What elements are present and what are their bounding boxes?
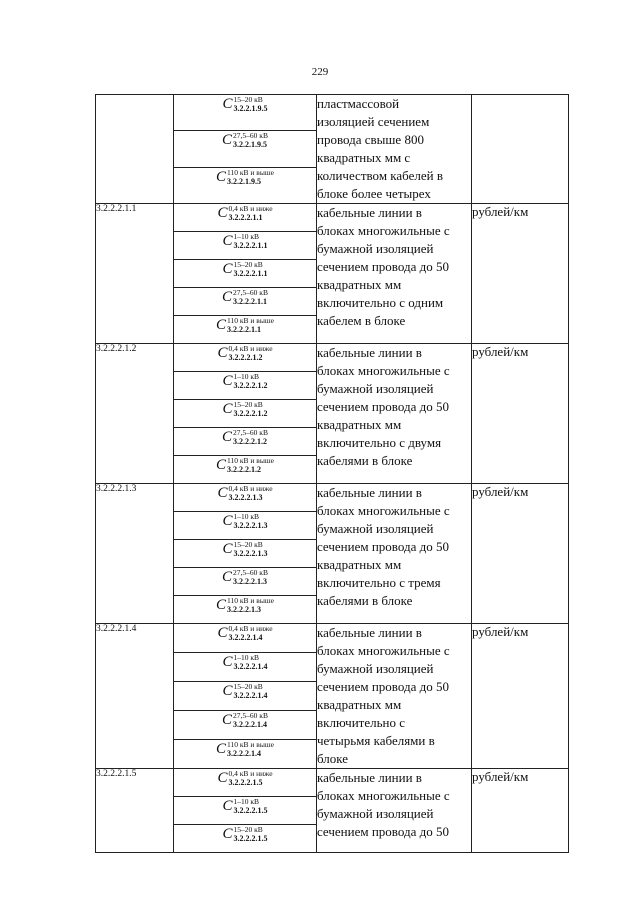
description-line: бумажной изоляцией bbox=[317, 661, 434, 676]
voltage-class: 27,5–60 кВ bbox=[233, 711, 268, 720]
description-line: бумажной изоляцией bbox=[317, 241, 434, 256]
symbol-index: 3.2.2.2.1.3 bbox=[228, 493, 263, 502]
symbol-letter: C bbox=[216, 168, 227, 185]
symbol-letter: C bbox=[222, 401, 233, 417]
cost-symbol bbox=[217, 770, 272, 787]
cost-symbol bbox=[222, 798, 267, 815]
symbol-letter: C bbox=[222, 132, 233, 149]
cost-symbol bbox=[216, 317, 274, 334]
symbol-index: 3.2.2.2.1.5 bbox=[228, 778, 263, 787]
symbol-letter: C bbox=[217, 625, 228, 641]
section-code bbox=[96, 95, 174, 204]
table-row bbox=[96, 484, 569, 512]
description-line: четырьмя кабелями в bbox=[317, 733, 435, 748]
symbol-index: 3.2.2.2.1.5 bbox=[233, 806, 268, 815]
description-line: квадратных мм bbox=[317, 277, 402, 292]
symbol-letter: C bbox=[217, 485, 228, 501]
section-description bbox=[317, 769, 472, 853]
voltage-class: 27,5–60 кВ bbox=[233, 288, 268, 297]
cost-symbol-cell bbox=[174, 232, 317, 260]
description-line: блоках многожильные с bbox=[317, 503, 450, 518]
symbol-letter: C bbox=[216, 317, 227, 333]
symbol-letter: C bbox=[217, 770, 228, 786]
cost-symbol bbox=[222, 541, 267, 558]
voltage-class: 1–10 кВ bbox=[233, 797, 260, 806]
description-line: квадратных мм bbox=[317, 557, 402, 572]
cost-symbol bbox=[217, 485, 272, 502]
voltage-class: 1–10 кВ bbox=[233, 232, 260, 241]
symbol-index: 3.2.2.2.1.1 bbox=[233, 269, 268, 278]
cost-symbol bbox=[222, 683, 267, 700]
symbol-letter: C bbox=[222, 683, 233, 699]
cost-symbol-cell bbox=[174, 711, 317, 740]
voltage-class: 110 кВ и выше bbox=[227, 456, 274, 465]
cost-symbol bbox=[216, 597, 274, 614]
cost-symbol-cell bbox=[174, 682, 317, 711]
voltage-class: 1–10 кВ bbox=[233, 372, 260, 381]
section-code: 3.2.2.2.1.1 bbox=[96, 204, 174, 344]
cost-symbol-cell bbox=[174, 624, 317, 653]
cost-symbol bbox=[222, 513, 267, 530]
symbol-letter: C bbox=[222, 798, 233, 814]
section-description bbox=[317, 95, 472, 204]
description-line: сечением провода до 50 bbox=[317, 259, 449, 274]
description-line: блоках многожильные с bbox=[317, 223, 450, 238]
description-line: бумажной изоляцией bbox=[317, 806, 434, 821]
cost-symbol-cell bbox=[174, 769, 317, 797]
voltage-class: 0,4 кВ и ниже bbox=[228, 204, 273, 213]
symbol-index: 3.2.2.2.1.1 bbox=[228, 213, 263, 222]
section-code: 3.2.2.2.1.5 bbox=[96, 769, 174, 853]
voltage-class: 15–20 кВ bbox=[233, 540, 263, 549]
voltage-class: 1–10 кВ bbox=[233, 512, 260, 521]
voltage-class: 15–20 кВ bbox=[233, 260, 263, 269]
voltage-class: 27,5–60 кВ bbox=[233, 428, 268, 437]
symbol-index: 3.2.2.2.1.1 bbox=[233, 241, 268, 250]
description-line: сечением провода до 50 bbox=[317, 539, 449, 554]
cost-symbol-cell bbox=[174, 568, 317, 596]
description-line: кабелями в блоке bbox=[317, 453, 413, 468]
symbol-index: 3.2.2.1.9.5 bbox=[233, 140, 268, 150]
description-line: включительно с двумя bbox=[317, 435, 442, 450]
cost-symbol bbox=[222, 401, 267, 418]
description-line: квадратных мм с bbox=[317, 150, 411, 165]
symbol-letter: C bbox=[216, 597, 227, 613]
symbol-index: 3.2.2.2.1.2 bbox=[233, 437, 268, 446]
description-line: кабелями в блоке bbox=[317, 593, 413, 608]
description-line: блоке bbox=[317, 751, 349, 766]
cost-symbol-cell bbox=[174, 316, 317, 344]
cost-symbol-cell bbox=[174, 131, 317, 167]
symbol-letter: C bbox=[222, 712, 233, 728]
description-line: кабельные линии в bbox=[317, 625, 422, 640]
symbol-letter: C bbox=[222, 289, 233, 305]
cost-symbol bbox=[222, 289, 268, 306]
voltage-class: 0,4 кВ и ниже bbox=[228, 344, 273, 353]
table-row bbox=[96, 204, 569, 232]
symbol-index: 3.2.2.2.1.3 bbox=[233, 577, 268, 586]
description-line: кабельные линии в bbox=[317, 345, 422, 360]
symbol-index: 3.2.2.2.1.4 bbox=[227, 749, 262, 758]
symbol-index: 3.2.2.2.1.2 bbox=[227, 465, 262, 474]
symbol-index: 3.2.2.2.1.1 bbox=[227, 325, 262, 334]
description-line: количеством кабелей в bbox=[317, 168, 443, 183]
cost-symbol bbox=[222, 826, 267, 843]
symbol-letter: C bbox=[222, 654, 233, 670]
cost-symbol-cell bbox=[174, 260, 317, 288]
table-body bbox=[96, 95, 569, 853]
section-unit: рублей/км bbox=[472, 769, 569, 853]
symbol-letter: C bbox=[222, 96, 233, 112]
section-description bbox=[317, 624, 472, 769]
description-line: сечением провода до 50 bbox=[317, 399, 449, 414]
section-unit bbox=[472, 95, 569, 204]
cost-symbol-cell bbox=[174, 653, 317, 682]
cost-symbol bbox=[216, 741, 274, 758]
symbol-index: 3.2.2.2.1.4 bbox=[233, 720, 268, 729]
voltage-class: 15–20 кВ bbox=[233, 95, 263, 104]
description-line: бумажной изоляцией bbox=[317, 381, 434, 396]
cost-symbol bbox=[217, 205, 272, 222]
table-row bbox=[96, 95, 569, 131]
description-line: сечением провода до 50 bbox=[317, 679, 449, 694]
symbol-letter: C bbox=[222, 541, 233, 557]
voltage-class: 110 кВ и выше bbox=[227, 596, 274, 605]
cost-symbol bbox=[216, 457, 274, 474]
cost-symbol-cell bbox=[174, 428, 317, 456]
description-line: включительно с одним bbox=[317, 295, 444, 310]
cost-symbol-cell bbox=[174, 344, 317, 372]
section-description bbox=[317, 344, 472, 484]
description-line: блоках многожильные с bbox=[317, 643, 450, 658]
cost-symbol-cell bbox=[174, 400, 317, 428]
cost-symbol-cell bbox=[174, 204, 317, 232]
voltage-class: 15–20 кВ bbox=[233, 400, 263, 409]
voltage-class: 1–10 кВ bbox=[233, 653, 260, 662]
voltage-class: 110 кВ и выше bbox=[227, 316, 274, 325]
cost-symbol bbox=[222, 429, 268, 446]
symbol-letter: C bbox=[222, 429, 233, 445]
symbol-letter: C bbox=[222, 569, 233, 585]
description-line: сечением провода до 50 bbox=[317, 824, 449, 839]
section-description bbox=[317, 484, 472, 624]
description-line: квадратных мм bbox=[317, 697, 402, 712]
cost-symbol-cell bbox=[174, 540, 317, 568]
voltage-class: 15–20 кВ bbox=[233, 825, 263, 834]
description-line: блоке более четырех bbox=[317, 186, 431, 201]
section-unit: рублей/км bbox=[472, 344, 569, 484]
symbol-index: 3.2.2.2.1.3 bbox=[227, 605, 262, 614]
description-line: кабельные линии в bbox=[317, 770, 422, 785]
cost-symbol bbox=[222, 654, 267, 671]
table-row bbox=[96, 344, 569, 372]
symbol-index: 3.2.2.2.1.4 bbox=[233, 691, 268, 700]
description-line: кабельные линии в bbox=[317, 485, 422, 500]
symbol-index: 3.2.2.2.1.4 bbox=[233, 662, 268, 671]
description-line: квадратных мм bbox=[317, 417, 402, 432]
cost-symbol-cell bbox=[174, 95, 317, 131]
symbol-letter: C bbox=[222, 261, 233, 277]
cost-symbol-cell bbox=[174, 484, 317, 512]
section-code: 3.2.2.2.1.3 bbox=[96, 484, 174, 624]
cost-symbol bbox=[222, 373, 267, 390]
cost-symbol-cell bbox=[174, 825, 317, 853]
description-line: бумажной изоляцией bbox=[317, 521, 434, 536]
cost-symbol-cell bbox=[174, 288, 317, 316]
tariff-table bbox=[95, 94, 569, 853]
symbol-index: 3.2.2.2.1.2 bbox=[228, 353, 263, 362]
description-line: пластмассовой bbox=[317, 96, 400, 111]
cost-symbol-cell bbox=[174, 372, 317, 400]
cost-symbol-cell bbox=[174, 740, 317, 769]
symbol-index: 3.2.2.2.1.5 bbox=[233, 834, 268, 843]
symbol-letter: C bbox=[222, 513, 233, 529]
description-line: провода свыше 800 bbox=[317, 132, 424, 147]
cost-symbol bbox=[222, 96, 267, 113]
voltage-class: 0,4 кВ и ниже bbox=[228, 484, 273, 493]
cost-symbol-cell bbox=[174, 596, 317, 624]
section-unit: рублей/км bbox=[472, 204, 569, 344]
voltage-class: 0,4 кВ и ниже bbox=[228, 769, 273, 778]
description-line: блоках многожильные с bbox=[317, 788, 450, 803]
symbol-letter: C bbox=[222, 373, 233, 389]
symbol-index: 3.2.2.2.1.4 bbox=[228, 633, 263, 642]
symbol-letter: C bbox=[217, 205, 228, 221]
voltage-class: 27,5–60 кВ bbox=[233, 131, 268, 141]
cost-symbol bbox=[222, 569, 268, 586]
section-unit: рублей/км bbox=[472, 484, 569, 624]
symbol-index: 3.2.2.2.1.3 bbox=[233, 549, 268, 558]
voltage-class: 110 кВ и выше bbox=[227, 167, 274, 177]
section-description bbox=[317, 204, 472, 344]
cost-symbol bbox=[216, 169, 274, 186]
page-number: 229 bbox=[311, 66, 329, 78]
symbol-letter: C bbox=[216, 457, 227, 473]
section-code: 3.2.2.2.1.2 bbox=[96, 344, 174, 484]
symbol-letter: C bbox=[216, 741, 227, 757]
table-row bbox=[96, 769, 569, 797]
description-line: кабелем в блоке bbox=[317, 313, 406, 328]
symbol-index: 3.2.2.2.1.1 bbox=[233, 297, 268, 306]
section-code: 3.2.2.2.1.4 bbox=[96, 624, 174, 769]
symbol-index: 3.2.2.1.9.5 bbox=[233, 104, 268, 113]
symbol-letter: C bbox=[217, 345, 228, 361]
symbol-index: 3.2.2.2.1.3 bbox=[233, 521, 268, 530]
description-line: кабельные линии в bbox=[317, 205, 422, 220]
description-line: блоках многожильные с bbox=[317, 363, 450, 378]
voltage-class: 15–20 кВ bbox=[233, 682, 263, 691]
cost-symbol bbox=[222, 233, 267, 250]
cost-symbol-cell bbox=[174, 167, 317, 203]
cost-symbol bbox=[217, 345, 272, 362]
section-unit: рублей/км bbox=[472, 624, 569, 769]
symbol-letter: C bbox=[222, 826, 233, 842]
cost-symbol bbox=[217, 625, 272, 642]
cost-symbol bbox=[222, 261, 267, 278]
cost-symbol bbox=[222, 712, 268, 729]
cost-symbol bbox=[222, 132, 268, 149]
description-line: изоляцией сечением bbox=[317, 114, 430, 129]
symbol-index: 3.2.2.1.9.5 bbox=[227, 176, 262, 186]
voltage-class: 0,4 кВ и ниже bbox=[228, 624, 273, 633]
symbol-index: 3.2.2.2.1.2 bbox=[233, 381, 268, 390]
cost-symbol-cell bbox=[174, 512, 317, 540]
voltage-class: 110 кВ и выше bbox=[227, 740, 274, 749]
symbol-letter: C bbox=[222, 233, 233, 249]
voltage-class: 27,5–60 кВ bbox=[233, 568, 268, 577]
cost-symbol-cell bbox=[174, 797, 317, 825]
symbol-index: 3.2.2.2.1.2 bbox=[233, 409, 268, 418]
description-line: включительно с тремя bbox=[317, 575, 441, 590]
description-line: включительно с bbox=[317, 715, 405, 730]
table-row bbox=[96, 624, 569, 653]
cost-symbol-cell bbox=[174, 456, 317, 484]
